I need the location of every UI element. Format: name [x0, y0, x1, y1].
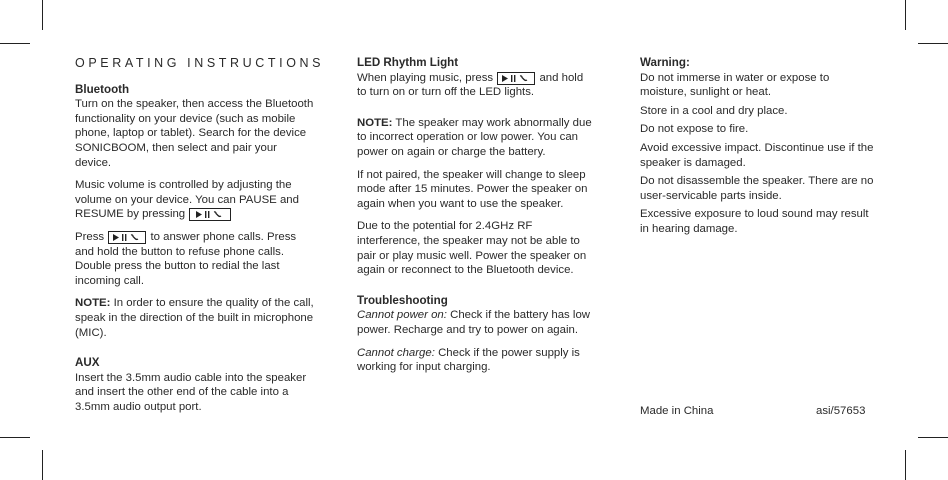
crop-mark-top-left-h — [0, 43, 30, 44]
troubleshooting-section — [357, 294, 595, 338]
crop-mark-top-right-h — [918, 43, 948, 44]
aux-section — [75, 356, 315, 414]
note-label: NOTE: — [75, 297, 111, 310]
crop-mark-bottom-right-h — [918, 437, 948, 438]
warning-item: Excessive exposure to loud sound may result in hearing damage. — [640, 208, 869, 235]
aux-heading: AUX — [75, 356, 100, 370]
warning-heading: Warning: — [640, 56, 690, 69]
led-note — [357, 116, 595, 160]
troubleshooting-item2 — [357, 346, 595, 375]
calls-paragraph — [75, 230, 315, 288]
warning-item: Store in a cool and dry place. — [640, 104, 788, 117]
crop-mark-top-right — [905, 0, 906, 30]
troubleshooting-item2-label: Cannot charge: — [357, 346, 435, 359]
bluetooth-section — [75, 83, 315, 171]
crop-mark-top-left — [42, 0, 43, 30]
play-pause-button-icon — [189, 208, 231, 221]
crop-mark-bottom-left-h — [0, 437, 30, 438]
calls-text-pre: Press — [75, 230, 105, 243]
bluetooth-heading: Bluetooth — [75, 82, 130, 96]
note-text: In order to ensure the quality of the call, speak in the direction of the built in microphone (MIC). — [75, 297, 314, 339]
warning-section — [640, 56, 876, 100]
column-led-troubleshooting — [357, 56, 595, 383]
column-bluetooth-aux — [75, 56, 325, 422]
troubleshooting-item1-label: Cannot power on: — [357, 309, 447, 322]
led-heading: LED Rhythm Light — [357, 56, 459, 69]
warning-item: Do not disassemble the speaker. There are no user-servicable parts inside. — [640, 175, 874, 202]
led-text-post: and hold to turn on or turn off the LED lights. — [357, 71, 584, 99]
crop-mark-bottom-left — [42, 450, 43, 480]
play-pause-button-icon — [108, 231, 146, 244]
sleep-mode-paragraph: If not paired, the speaker will change to sleep mode after 15 minutes. Power the speaker on again when you want to use the speaker. — [357, 168, 588, 210]
note-text: The speaker may work abnormally due to incorrect operation or low power. You can power on again or charge the battery. — [357, 116, 592, 158]
crop-mark-bottom-right — [905, 450, 906, 480]
bluetooth-pairing-text: Turn on the speaker, then access the Bluetooth functionality on your device (such as mobile phone, laptop or tablet). Search for the device SONICBOOM, then select and pair your device. — [75, 98, 314, 169]
troubleshooting-item2-text: Check if the power supply is working for input charging. — [357, 346, 580, 374]
warning-item: Avoid excessive impact. Discontinue use if the speaker is damaged. — [640, 141, 874, 169]
made-in-label: Made in China — [640, 405, 714, 417]
product-code: asi/57653 — [816, 405, 866, 417]
led-text-pre: When playing music, press — [357, 71, 494, 84]
play-pause-button-icon — [497, 72, 535, 85]
calls-text: to answer phone calls. Press and hold the button to refuse phone calls. Double press the button to redial the last incoming call. — [75, 230, 297, 287]
troubleshooting-item1-text: Check if the battery has low power. Recharge and try to power on again. — [357, 309, 591, 336]
volume-paragraph — [75, 178, 315, 222]
bluetooth-note — [75, 296, 315, 340]
warning-item: Do not expose to fire. — [640, 123, 749, 136]
interference-paragraph: Due to the potential for 2.4GHz RF interference, the speaker may not be able to pair or play music well. Power the speaker on again or reconnect to the Bluetooth device. — [357, 220, 587, 277]
volume-text: Music volume is controlled by adjusting the volume on your device. You can PAUSE and RESUME by pressing — [75, 179, 299, 221]
page-title: OPERATING INSTRUCTIONS — [75, 56, 325, 70]
troubleshooting-heading: Troubleshooting — [357, 293, 448, 307]
note-label: NOTE: — [357, 116, 393, 129]
column-warning — [640, 56, 876, 241]
led-section — [357, 56, 595, 100]
warning-item: Do not immerse in water or expose to moisture, sunlight or heat. — [640, 71, 830, 99]
aux-text: Insert the 3.5mm audio cable into the speaker and insert the other end of the cable into a 3.5mm audio output port. — [75, 371, 307, 413]
